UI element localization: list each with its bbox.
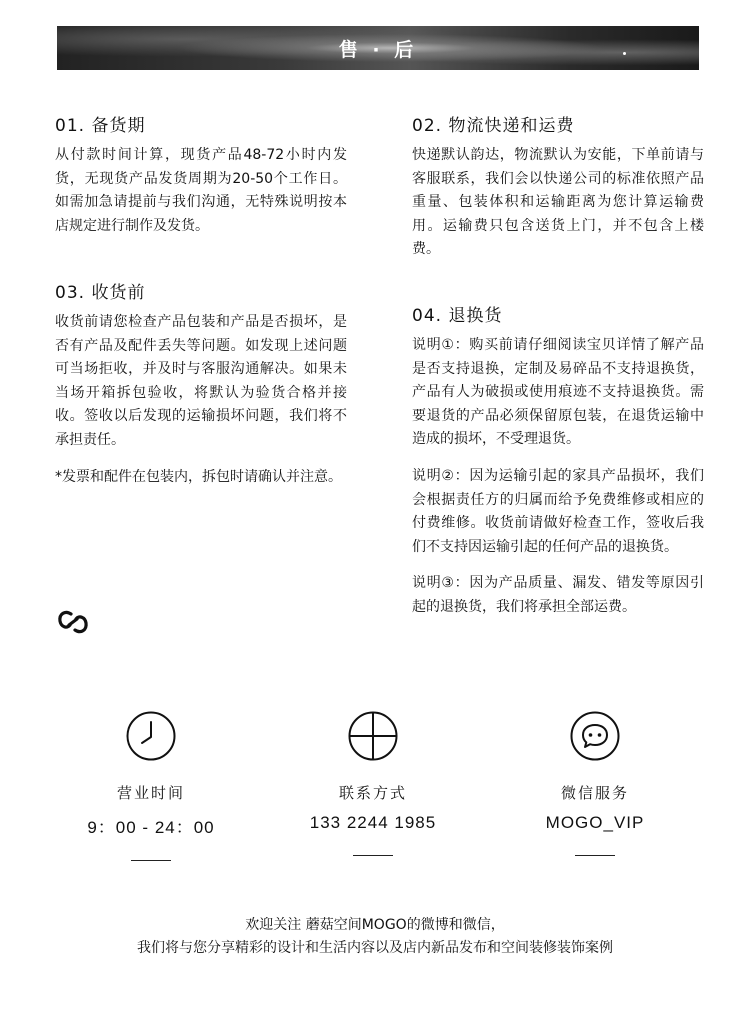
info-label: 营业时间 (116, 784, 185, 802)
wechat-icon (569, 710, 621, 762)
section-heading: 03. 收货前 (55, 283, 146, 303)
divider (575, 855, 615, 856)
crosshair-icon (347, 710, 399, 762)
info-value: 9：00 - 24：00 (87, 818, 215, 837)
divider (131, 860, 171, 861)
section-text: 说明①：购买前请仔细阅读宝贝详情了解产品是否支持退换，定制及易碎品不支持退换货，产品有人为破损或使用痕迹不支持退换货。需要退货的产品必须保留原包装，在退货运输中造成的损坏，不受理退货。 (412, 337, 704, 448)
section-heading: 02. 物流快递和运费 (412, 116, 575, 136)
section-heading: 01. 备货期 (55, 116, 146, 136)
section-stock-period (55, 111, 347, 238)
footer (0, 914, 750, 960)
business-hours (51, 710, 251, 861)
section-note: *发票和配件在包装内，拆包时请确认并注意。 (55, 468, 342, 485)
link-icon (57, 608, 89, 636)
section-text: 说明③：因为产品质量、漏发、错发等原因引起的退换货，我们将承担全部运费。 (412, 575, 704, 615)
section-before-receipt (55, 278, 347, 489)
wechat-service (495, 710, 695, 856)
section-text: 收货前请您检查产品包装和产品是否损坏，是否有产品及配件丢失等问题。如发现上述问题可当场拒收，并及时与客服沟通解决。如果未当场开箱拆包验收，将默认为验货合格并接收。签收以后发现的运输损坏问题，我们将不承担责任。 (55, 314, 347, 448)
clock-icon (125, 710, 177, 762)
footer-line: 欢迎关注 蘑菇空间MOGO的微博和微信， (245, 917, 505, 933)
section-heading: 04. 退换货 (412, 306, 503, 326)
section-text: 说明②：因为运输引起的家具产品损坏，我们会根据责任方的归属而给予免费维修或相应的付费维修。收货前请做好检查工作，签收后我们不支持因运输引起的任何产品的退换货。 (412, 467, 704, 555)
section-text: 从付款时间计算，现货产品48-72小时内发货，无现货产品发货周期为20-50个工作日。如需加急请提前与我们沟通，无特殊说明按本店规定进行制作及发货。 (55, 147, 347, 234)
info-value: 133 2244 1985 (309, 813, 437, 832)
section-returns (412, 301, 704, 620)
contact-method (273, 710, 473, 856)
info-label: 微信服务 (560, 784, 629, 802)
info-label: 联系方式 (338, 784, 407, 802)
section-shipping (412, 111, 704, 262)
section-text: 快递默认韵达，物流默认为安能，下单前请与客服联系，我们会以快递公司的标准依照产品重量、包装体积和运输距离为您计算运输费用。运输费只包含送货上门，并不包含上楼费。 (412, 147, 704, 258)
banner-sparkle (623, 52, 626, 55)
footer-line: 我们将与您分享精彩的设计和生活内容以及店内新品发布和空间装修装饰案例 (137, 940, 613, 956)
banner (57, 26, 699, 70)
info-value: MOGO_VIP (545, 813, 645, 832)
banner-title: 售 · 后 (338, 38, 418, 61)
divider (353, 855, 393, 856)
